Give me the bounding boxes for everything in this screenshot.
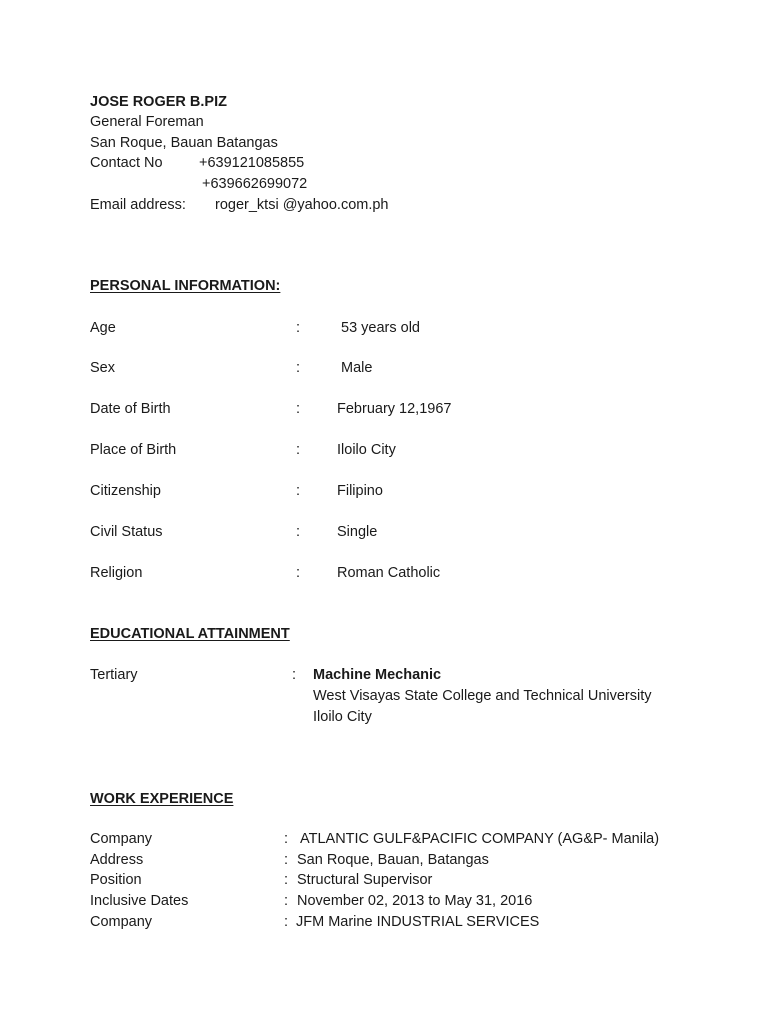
personal-value-civil-status: Single (337, 524, 378, 540)
personal-label-citizenship: Citizenship (90, 483, 161, 499)
personal-value-citizenship: Filipino (337, 483, 383, 499)
personal-colon: : (296, 360, 301, 376)
education-city: Iloilo City (313, 709, 372, 725)
work-label-inclusive-dates: Inclusive Dates (90, 893, 189, 909)
personal-value-religion: Roman Catholic (337, 565, 441, 581)
work-colon: : (284, 914, 289, 930)
education-level: Tertiary (90, 667, 138, 683)
personal-colon: : (296, 483, 301, 499)
personal-info-heading: PERSONAL INFORMATION: (90, 278, 281, 294)
work-value-company: ATLANTIC GULF&PACIFIC COMPANY (AG&P- Manila) (300, 831, 660, 847)
personal-label-sex: Sex (90, 360, 115, 376)
personal-colon: : (296, 565, 301, 581)
work-colon: : (284, 852, 289, 868)
work-label-company: Company (90, 831, 153, 847)
personal-label-age: Age (90, 320, 116, 336)
work-value-address: San Roque, Bauan, Batangas (297, 852, 489, 868)
applicant-address: San Roque, Bauan Batangas (90, 135, 278, 151)
work-value-position: Structural Supervisor (297, 872, 433, 888)
work-label-position: Position (90, 872, 142, 888)
personal-value-age: 53 years old (341, 320, 420, 336)
email-label: Email address: (90, 197, 186, 213)
email-address: roger_ktsi @yahoo.com.ph (215, 197, 389, 213)
work-colon: : (284, 831, 289, 847)
contact-label: Contact No (90, 155, 163, 171)
personal-value-pob: Iloilo City (337, 442, 396, 458)
personal-value-sex: Male (341, 360, 373, 376)
work-heading: WORK EXPERIENCE (90, 791, 234, 807)
work-colon: : (284, 872, 289, 888)
work-label-address: Address (90, 852, 144, 868)
education-colon: : (292, 667, 297, 683)
personal-colon: : (296, 320, 301, 336)
education-school: West Visayas State College and Technical University (313, 688, 652, 704)
education-course: Machine Mechanic (313, 667, 442, 683)
education-heading: EDUCATIONAL ATTAINMENT (90, 626, 290, 642)
personal-label-religion: Religion (90, 565, 143, 581)
personal-value-dob: February 12,1967 (337, 401, 452, 417)
contact-number-2: +639662699072 (202, 176, 308, 192)
work-colon: : (284, 893, 289, 909)
personal-colon: : (296, 442, 301, 458)
applicant-name: JOSE ROGER B.PIZ (90, 94, 227, 110)
personal-label-dob: Date of Birth (90, 401, 171, 417)
work-label-company-2: Company (90, 914, 153, 930)
work-value-company-2: JFM Marine INDUSTRIAL SERVICES (296, 914, 540, 930)
work-value-inclusive-dates: November 02, 2013 to May 31, 2016 (297, 893, 533, 909)
contact-number-1: +639121085855 (199, 155, 305, 171)
personal-colon: : (296, 401, 301, 417)
personal-label-pob: Place of Birth (90, 442, 177, 458)
applicant-position: General Foreman (90, 114, 204, 130)
personal-colon: : (296, 524, 301, 540)
personal-label-civil-status: Civil Status (90, 524, 163, 540)
